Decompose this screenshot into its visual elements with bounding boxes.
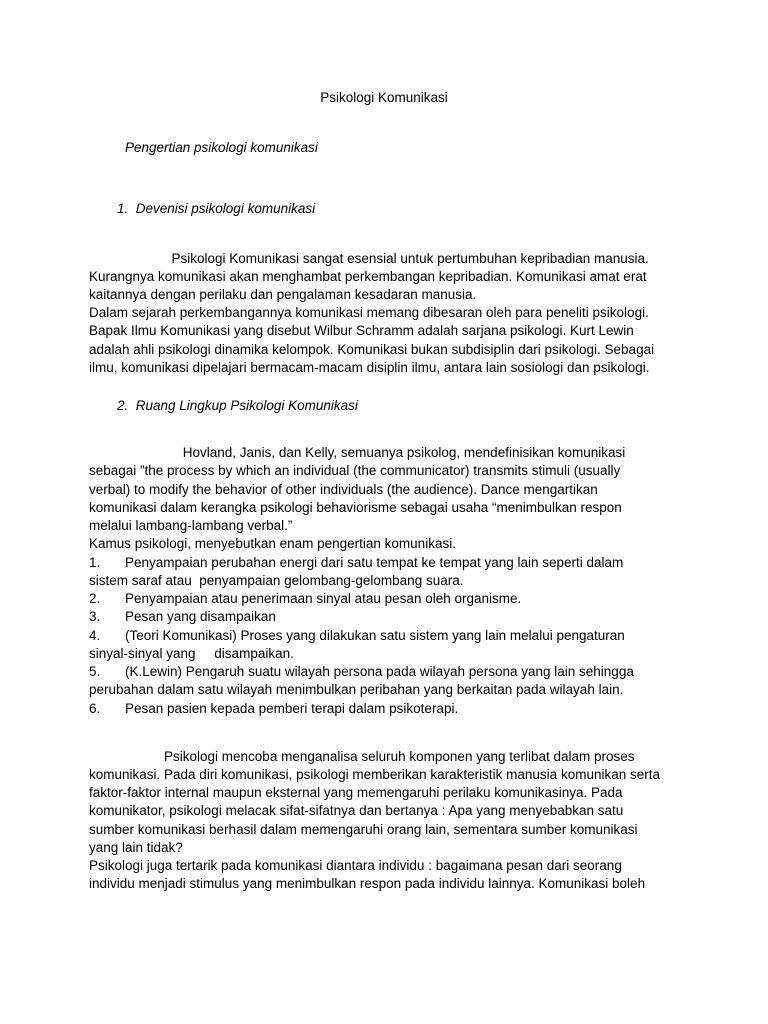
paragraph-line: Kurangnya komunikasi akan menghambat perkembangan kepribadian. Komunikasi amat erat xyxy=(89,269,647,284)
paragraph-line: sumber komunikasi berhasil dalam memengaruhi orang lain, sementara sumber komunikasi xyxy=(89,822,638,837)
paragraph-line: faktor-faktor internal maupun eksternal yang memengaruhi perilaku komunikasinya. Pada xyxy=(89,785,623,800)
document-subtitle: Pengertian psikologi komunikasi xyxy=(125,140,318,155)
list-item: (K.Lewin) Pengaruh suatu wilayah persona pada wilayah persona yang lain sehingga xyxy=(125,664,634,679)
paragraph-line: kaitannya dengan perilaku dan pengalaman kesadaran manusia. xyxy=(89,287,477,302)
list-number: 6. xyxy=(89,701,101,716)
list-item-continuation: sistem saraf atau penyampaian gelombang-gelombang suara. xyxy=(89,573,464,588)
list-item: Pesan yang disampaikan xyxy=(125,609,276,624)
list-number: 3. xyxy=(89,609,101,624)
paragraph-line: Kamus psikologi, menyebutkan enam pengertian komunikasi. xyxy=(89,536,456,551)
paragraph-line: Psikologi juga tertarik pada komunikasi diantara individu : bagaimana pesan dari seorang xyxy=(89,858,622,873)
list-number: 2. xyxy=(89,591,101,606)
list-item: Penyampaian atau penerimaan sinyal atau pesan oleh organisme. xyxy=(125,591,522,606)
paragraph-line: adalah ahli psikologi dinamika kelompok. Komunikasi bukan subdisiplin dari psikologi. Sebagai xyxy=(89,342,655,357)
paragraph-line: komunikator, psikologi melacak sifat-sifatnya dan bertanya : Apa yang menyebabkan satu xyxy=(89,803,624,818)
list-number: 5. xyxy=(89,664,101,679)
section-1-heading: 1. Devenisi psikologi komunikasi xyxy=(117,201,316,216)
document-title: Psikologi Komunikasi xyxy=(320,90,448,105)
paragraph-line: komunikasi. Pada diri komunikasi, psikologi memberikan karakteristik manusia komunikan serta xyxy=(89,767,660,782)
paragraph-line: Hovland, Janis, dan Kelly, semuanya psikolog, mendefinisikan komunikasi xyxy=(89,445,626,460)
paragraph-line: komunikasi dalam kerangka psikologi behaviorisme sebagai usaha “menimbulkan respon xyxy=(89,500,622,515)
paragraph-line: verbal) to modify the behavior of other individuals (the audience). Dance mengartikan xyxy=(89,482,598,497)
list-item-continuation: perubahan dalam satu wilayah menimbulkan peribahan yang berkaitan pada wilayah lain. xyxy=(89,682,624,697)
paragraph-line: Psikologi mencoba menganalisa seluruh komponen yang terlibat dalam proses xyxy=(89,749,635,764)
paragraph-line: melalui lambang-lambang verbal.” xyxy=(89,518,293,533)
paragraph-line: Bapak Ilmu Komunikasi yang disebut Wilbur Schramm adalah sarjana psikologi. Kurt Lewin xyxy=(89,323,634,338)
list-number: 4. xyxy=(89,628,101,643)
paragraph-line: sebagai ”the process by which an individual (the communicator) transmits stimuli (usually xyxy=(89,463,621,478)
paragraph-line: ilmu, komunikasi dipelajari bermacam-macam disiplin ilmu, antara lain sosiologi dan psikologi. xyxy=(89,360,650,375)
list-item: Pesan pasien kepada pemberi terapi dalam psikoterapi. xyxy=(125,701,459,716)
list-number: 1. xyxy=(89,555,101,570)
section-2-heading: 2. Ruang Lingkup Psikologi Komunikasi xyxy=(117,398,358,413)
list-item: (Teori Komunikasi) Proses yang dilakukan satu sistem yang lain melalui pengaturan xyxy=(125,628,625,643)
paragraph-line: yang lain tidak? xyxy=(89,840,183,855)
paragraph-line: Psikologi Komunikasi sangat esensial untuk pertumbuhan kepribadian manusia. xyxy=(89,251,649,266)
list-item-continuation: sinyal-sinyal yang disampaikan. xyxy=(89,646,294,661)
paragraph-line: Dalam sejarah perkembangannya komunikasi memang dibesaran oleh para peneliti psikologi. xyxy=(89,305,649,320)
list-item: Penyampaian perubahan energi dari satu tempat ke tempat yang lain seperti dalam xyxy=(125,555,624,570)
paragraph-line: individu menjadi stimulus yang menimbulkan respon pada individu lainnya. Komunikasi boleh xyxy=(89,876,646,891)
